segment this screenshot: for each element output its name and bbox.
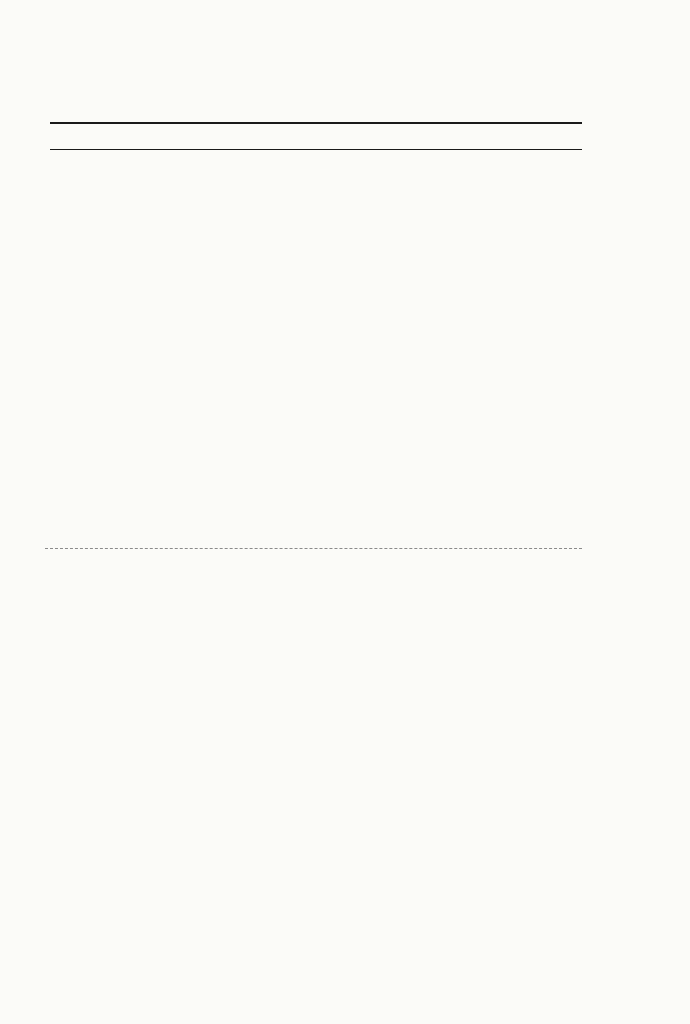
header-rule (50, 122, 582, 124)
section-divider (45, 548, 582, 549)
header-bottom-rule (50, 149, 582, 150)
